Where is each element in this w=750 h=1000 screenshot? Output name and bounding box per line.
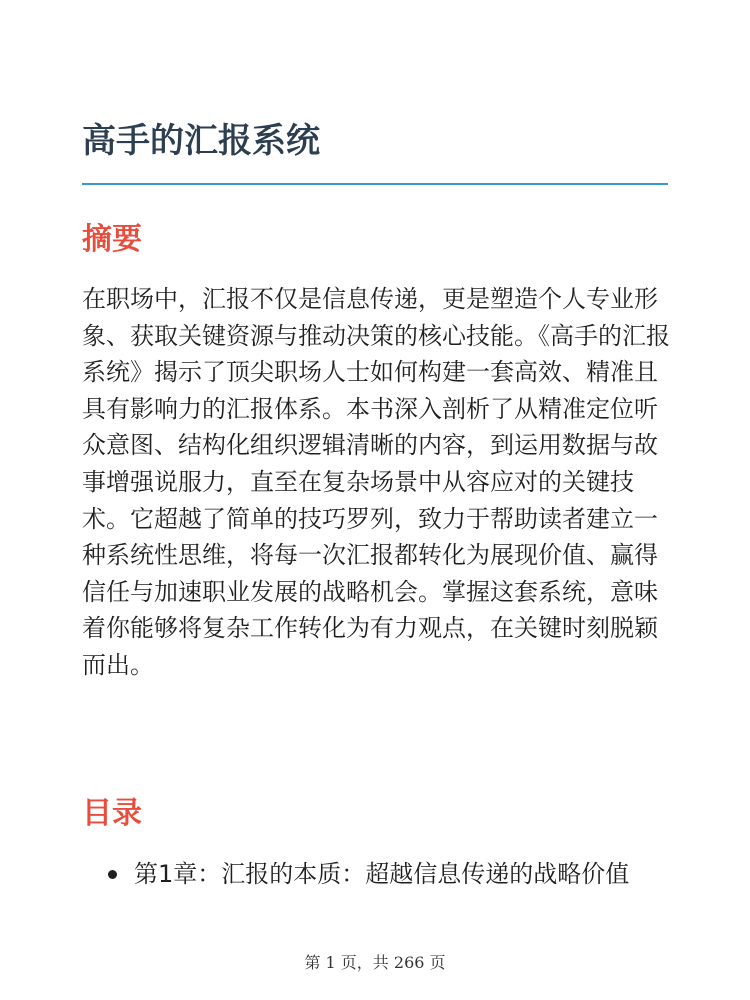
summary-heading: 摘要 xyxy=(82,222,142,257)
document-title: 高手的汇报系统 xyxy=(82,121,320,161)
toc-item xyxy=(82,856,672,893)
toc-heading: 目录 xyxy=(82,796,142,831)
toc-item-label: 第1章：汇报的本质：超越信息传递的战略价值 xyxy=(134,860,630,888)
page-number-footer: 第 1 页，共 266 页 xyxy=(304,953,446,972)
title-divider xyxy=(82,183,668,185)
toc-list xyxy=(82,856,672,893)
summary-paragraph: 在职场中，汇报不仅是信息传递，更是塑造个人专业形象、获取关键资源与推动决策的核心技能。《高手的汇报系统》揭示了顶尖职场人士如何构建一套高效、精准且具有影响力的汇报体系。本书深入剖析了从精准定位听众意图、结构化组织逻辑清晰的内容，到运用数据与故事增强说服力，直至在复杂场景中从容应对的关键技术。它超越了简单的技巧罗列，致力于帮助读者建立一种系统性思维，将每一次汇报都转化为展现价值、赢得信任与加速职业发展的战略机会。掌握这套系统，意味着你能够将复杂工作转化为有力观点，在关键时刻脱颖而出。 xyxy=(82,285,670,679)
bullet-icon xyxy=(108,870,117,879)
